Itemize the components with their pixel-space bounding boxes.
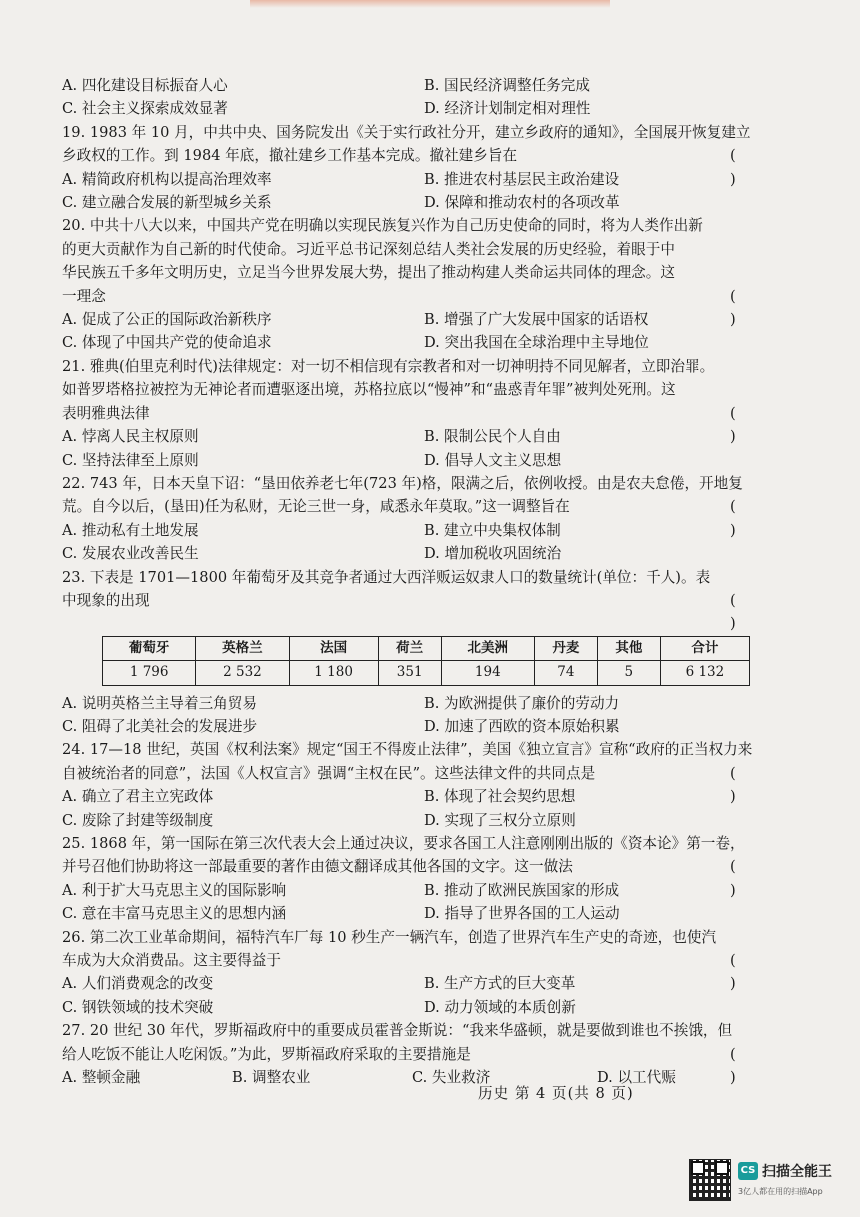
option[interactable]: A. 四化建设目标振奋人心: [62, 77, 228, 94]
question-19: [62, 121, 782, 215]
table-header-cell: 荷兰: [378, 636, 441, 660]
option[interactable]: D. 增加税收巩固统治: [424, 545, 562, 563]
stem-line: 26. 第二次工业革命期间，福特汽车厂每 10 秒生产一辆汽车，创造了世界汽车生产史的奇迹，也使汽: [62, 928, 717, 946]
option[interactable]: C. 钢铁领域的技术突破: [62, 998, 214, 1016]
question-25: [62, 832, 782, 926]
question-23: [62, 566, 782, 739]
stem-line: 22. 743 年，日本天皇下诏：“垦田依养老七年(723 年)格，限满之后，依例收授。由是农夫怠倦，开地复: [62, 474, 743, 492]
stem-line: 25. 1868 年，第一国际在第三次代表大会上通过决议，要求各国工人注意刚刚出版的《资本论》第一卷，: [62, 835, 745, 852]
option[interactable]: D. 实现了三权分立原则: [424, 811, 576, 829]
option[interactable]: B. 建立中央集权体制: [424, 521, 561, 539]
stem-line: 27. 20 世纪 30 年代，罗斯福政府中的重要成员霍普金斯说：“我来华盛顿，就是要做到谁也不挨饿，但: [62, 1022, 733, 1040]
table-cell: 1 796: [103, 661, 196, 685]
table-row: [103, 661, 750, 685]
scan-edge: [250, 0, 610, 8]
q18-options: [62, 74, 782, 121]
option[interactable]: C. 阻碍了北美社会的发展进步: [62, 717, 258, 735]
stem-line: 车成为大众消费品。这主要得益于: [62, 952, 281, 970]
options: [62, 972, 730, 1019]
stem-line: 给人吃饭不能让人吃闲饭。”为此，罗斯福政府采取的主要措施是: [62, 1045, 471, 1063]
option[interactable]: A. 推动私有土地发展: [62, 521, 199, 539]
stem-line: 自被统治者的同意”，法国《人权宣言》强调“主权在民”。这些法律文件的共同点是: [62, 764, 596, 782]
page-footer: 历史 第 4 页(共 8 页): [478, 1085, 634, 1102]
option[interactable]: C. 废除了封建等级制度: [62, 811, 214, 829]
option[interactable]: D. 倡导人文主义思想: [424, 451, 562, 469]
table-cell: 74: [534, 661, 597, 685]
option[interactable]: D. 指导了世界各国的工人运动: [424, 905, 620, 923]
scanner-app-name: 扫描全能王: [762, 1164, 832, 1180]
option[interactable]: A. 人们消费观念的改变: [62, 975, 214, 993]
answer-bracket[interactable]: ( ): [730, 591, 754, 633]
option[interactable]: D. 以工代赈: [597, 1069, 676, 1087]
answer-bracket[interactable]: ( ): [730, 858, 754, 899]
option[interactable]: B. 生产方式的巨大变革: [424, 975, 576, 993]
option[interactable]: A. 精简政府机构以提高治理效率: [62, 170, 272, 188]
option[interactable]: A. 说明英格兰主导着三角贸易: [62, 694, 257, 712]
option[interactable]: D. 经济计划制定相对理性: [424, 100, 591, 118]
stem-line: 如普罗塔格拉被控为无神论者而遭驱逐出境，苏格拉底以“慢神”和“蛊惑青年罪”被判处死刑。这: [62, 381, 676, 399]
table-header-cell: 其他: [597, 636, 660, 660]
question-20: [62, 214, 782, 354]
scanner-tagline: 3亿人都在用的扫描App: [738, 1187, 823, 1196]
options: [62, 425, 730, 472]
table-cell: 2 532: [196, 661, 289, 685]
option[interactable]: B. 推进农村基层民主政治建设: [424, 170, 620, 188]
stem-line: 24. 17—18 世纪，英国《权利法案》规定“国王不得废止法律”，美国《独立宣言》宣称“政府的正当权力来: [62, 741, 753, 759]
stem-line: 中现象的出现: [62, 591, 150, 609]
options: [62, 519, 730, 566]
table-header-row: [103, 636, 750, 660]
slave-trade-table: [102, 636, 750, 686]
camscanner-logo-icon: CS: [738, 1162, 758, 1180]
option[interactable]: A. 利于扩大马克思主义的国际影响: [62, 881, 287, 899]
qr-code-icon: [690, 1160, 730, 1200]
option[interactable]: B. 为欧洲提供了廉价的劳动力: [424, 694, 620, 712]
option[interactable]: A. 整顿金融: [62, 1069, 141, 1087]
option[interactable]: C. 发展农业改善民生: [62, 545, 199, 563]
question-26: [62, 926, 782, 1020]
table-header-cell: 合计: [660, 636, 749, 660]
answer-bracket[interactable]: ( ): [730, 1045, 754, 1087]
option[interactable]: C. 建立融合发展的新型城乡关系: [62, 194, 272, 212]
stem-line: 20. 中共十八大以来，中国共产党在明确以实现民族复兴作为自己历史使命的同时，将为人类作出新: [62, 217, 703, 235]
table-cell: 5: [597, 661, 660, 685]
option[interactable]: B. 增强了广大发展中国家的话语权: [424, 311, 649, 329]
table-header-cell: 葡萄牙: [103, 636, 196, 660]
option[interactable]: A. 悖离人民主权原则: [62, 428, 199, 446]
option[interactable]: B. 调整农业: [232, 1069, 311, 1087]
stem-line: 荒。自今以后，(垦田)任为私财，无论三世一身，咸悉永年莫取。”这一调整旨在: [62, 498, 570, 516]
option[interactable]: C. 意在丰富马克思主义的思想内涵: [62, 905, 287, 923]
question-24: [62, 738, 782, 832]
option[interactable]: A. 确立了君主立宪政体: [62, 788, 214, 806]
table-header-cell: 丹麦: [534, 636, 597, 660]
answer-bracket[interactable]: ( ): [730, 287, 754, 329]
stem-line: 21. 雅典(伯里克利时代)法律规定：对一切不相信现有宗教者和对一切神明持不同见解者，立即治罪。: [62, 357, 715, 375]
option[interactable]: D. 加速了西欧的资本原始积累: [424, 717, 620, 735]
question-21: [62, 355, 782, 472]
option[interactable]: D. 动力领域的本质创新: [424, 998, 576, 1016]
stem-line: 华民族五千多年文明历史，立足当今世界发展大势，提出了推动构建人类命运共同体的理念。这: [62, 264, 675, 282]
scanner-watermark: [690, 1160, 850, 1205]
options: [62, 879, 730, 926]
option[interactable]: D. 突出我国在全球治理中主导地位: [424, 334, 649, 352]
stem-line: 23. 下表是 1701—1800 年葡萄牙及其竞争者通过大西洋贩运奴隶人口的数量统计(单位：千人)。表: [62, 568, 711, 586]
option[interactable]: C. 失业救济: [412, 1069, 491, 1087]
answer-bracket[interactable]: ( ): [730, 498, 754, 539]
option[interactable]: A. 促成了公正的国际政治新秩序: [62, 311, 272, 329]
answer-bracket[interactable]: ( ): [730, 952, 754, 993]
option[interactable]: B. 限制公民个人自由: [424, 428, 561, 446]
option[interactable]: B. 国民经济调整任务完成: [424, 77, 590, 94]
options: [62, 308, 730, 355]
answer-bracket[interactable]: ( ): [730, 147, 754, 188]
stem-line: 19. 1983 年 10 月，中共中央、国务院发出《关于实行政社分开，建立乡政府的通知》，全国展开恢复建立: [62, 123, 751, 141]
table-cell: 6 132: [660, 661, 749, 685]
question-27: [62, 1019, 782, 1089]
stem-line: 乡政权的工作。到 1984 年底，撤社建乡工作基本完成。撤社建乡旨在: [62, 147, 518, 165]
answer-bracket[interactable]: ( ): [730, 404, 754, 446]
stem-line: 表明雅典法律: [62, 404, 150, 422]
option[interactable]: D. 保障和推动农村的各项改革: [424, 194, 620, 212]
option[interactable]: B. 体现了社会契约思想: [424, 788, 576, 806]
table-cell: 351: [378, 661, 441, 685]
option[interactable]: B. 推动了欧洲民族国家的形成: [424, 881, 620, 899]
question-list: [62, 74, 782, 1089]
answer-bracket[interactable]: ( ): [730, 764, 754, 806]
table-header-cell: 北美洲: [441, 636, 534, 660]
option[interactable]: C. 社会主义探索成效显著: [62, 100, 228, 118]
table-header-cell: 英格兰: [196, 636, 289, 660]
options: [62, 785, 730, 832]
table-cell: 1 180: [289, 661, 378, 685]
stem-line: 并号召他们协助将这一部最重要的著作由德文翻译成其他各国的文字。这一做法: [62, 858, 573, 876]
option[interactable]: C. 坚持法律至上原则: [62, 451, 199, 469]
table-cell: 194: [441, 661, 534, 685]
stem-line: 的更大贡献作为自己新的时代使命。习近平总书记深刻总结人类社会发展的历史经验，着眼于中: [62, 240, 675, 258]
options: [62, 692, 782, 739]
options: [62, 168, 730, 215]
option[interactable]: C. 体现了中国共产党的使命追求: [62, 334, 272, 352]
question-22: [62, 472, 782, 566]
stem-line: 一理念: [62, 287, 106, 305]
table-header-cell: 法国: [289, 636, 378, 660]
